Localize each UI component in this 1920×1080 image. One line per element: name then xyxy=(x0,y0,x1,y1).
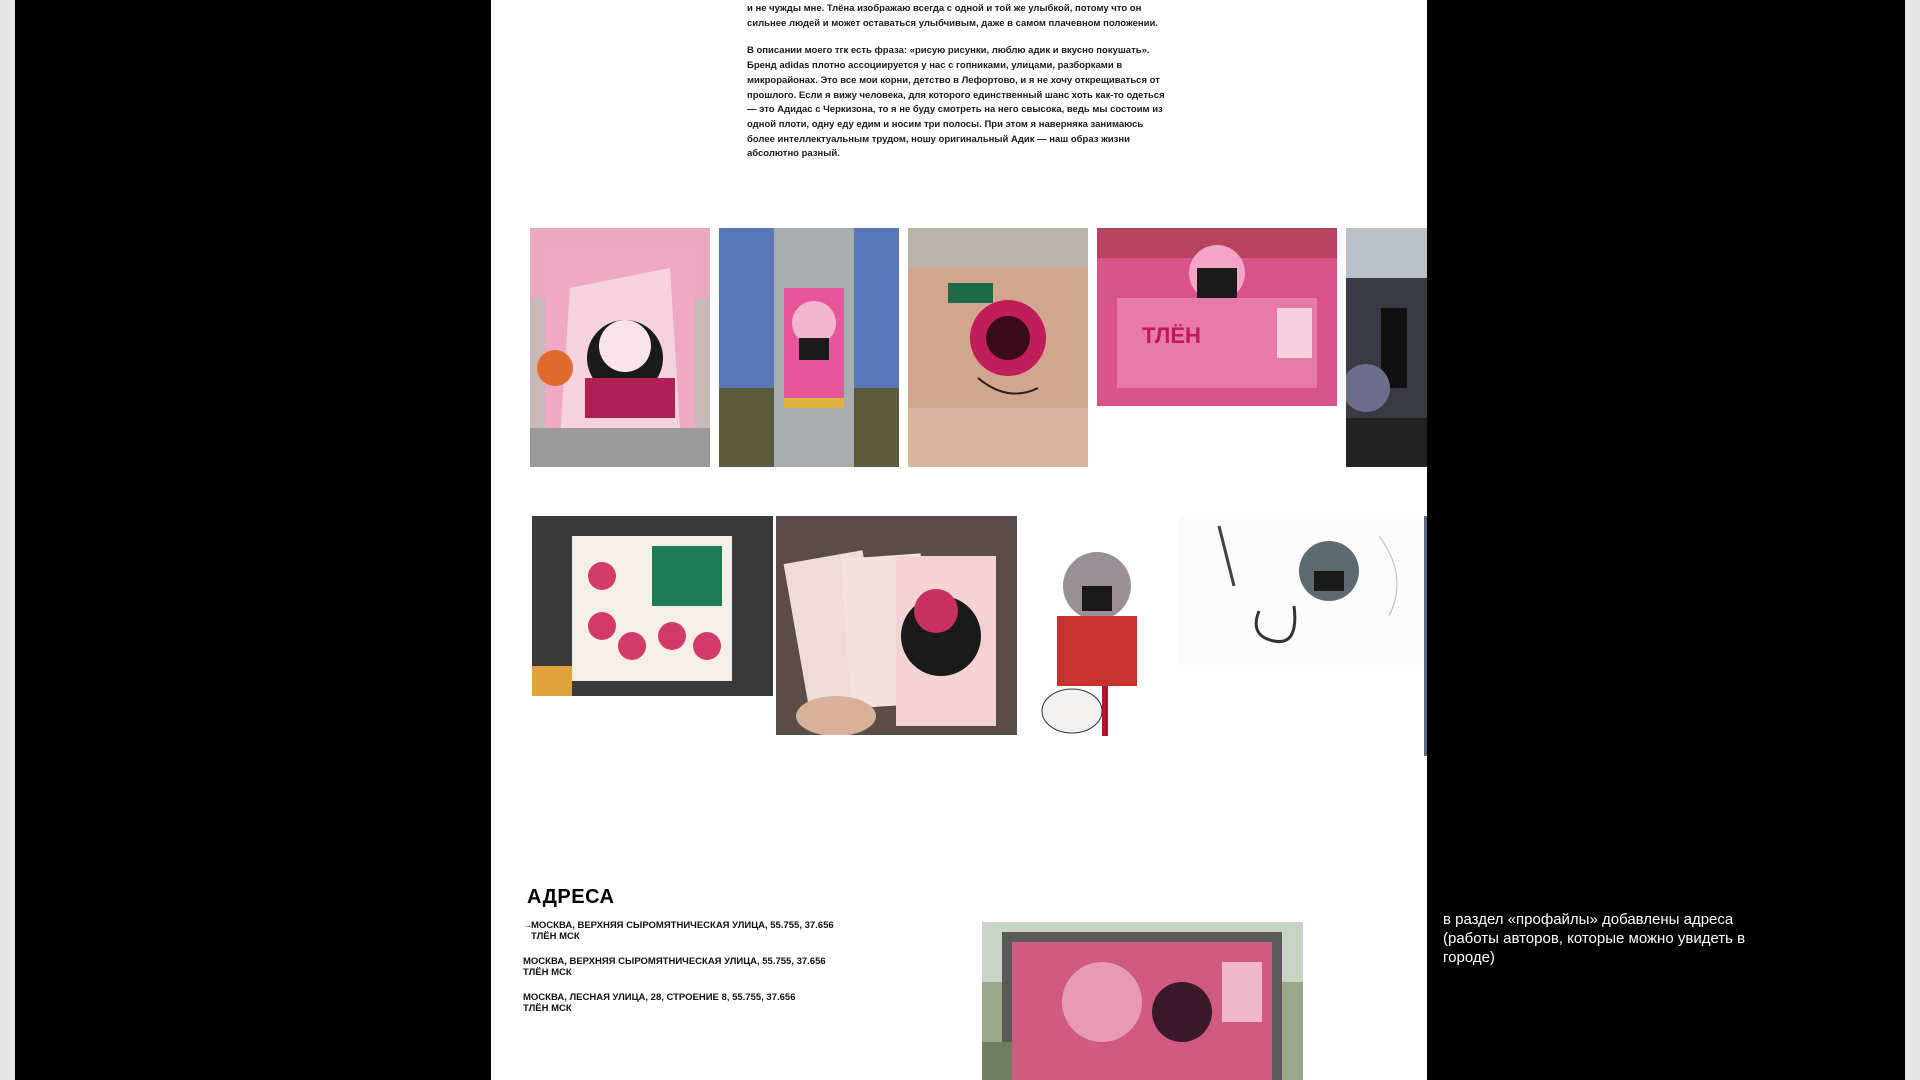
profile-note: в раздел «профайлы» добавлены адреса (работы авторов, которые можно увидеть в городе) xyxy=(1443,911,1746,966)
address-author: ТЛЁН МСК xyxy=(523,1003,572,1014)
image-icon xyxy=(776,516,1017,735)
image-icon xyxy=(532,516,773,696)
address-city: МОСКВА, ВЕРХНЯЯ СЫРОМЯТНИЧЕСКАЯ УЛИЦА, 55.755, 37.656 xyxy=(523,956,826,967)
image-icon xyxy=(1424,516,1427,756)
address-city: МОСКВА, ЛЕСНАЯ УЛИЦА, 28, СТРОЕНИЕ 8, 55.755, 37.656 xyxy=(523,992,796,1003)
image-icon xyxy=(719,228,899,467)
address-item-2[interactable] xyxy=(523,956,943,978)
image-icon xyxy=(1346,228,1427,467)
article-paragraph-2: В описании моего тгк есть фраза: «рисую рисунки, люблю адик и вкусно покушать». Бренд adidas плотно ассоциируется у нас с гопниками, улицами, разборками в микрорайонах. Это все мои корни, детство в Лефортово, и я не хочу открещиваться от прошлого. Если я вижу человека, для которого единственный шанс хоть как-то одеться — это Адидас с Черкизона, то я не буду смотреть на него свысока, ведь мы состоим из одной плоти, одну еду едим и носим три полосы. При этом я наверняка занимаюсь более интеллектуальным трудом, ношу оригинальный Адик — наш образ жизни абсолютно разный. xyxy=(747,45,1165,160)
address-photo[interactable] xyxy=(982,922,1303,1080)
image-icon xyxy=(908,228,1088,467)
article-page xyxy=(491,0,1427,1080)
drawing-photo-2[interactable] xyxy=(1179,516,1424,666)
arrow-right-icon: → xyxy=(523,920,533,931)
addresses-list xyxy=(523,920,943,1028)
drawing-photo-1[interactable] xyxy=(1022,516,1177,756)
addresses-title: АДРЕСА xyxy=(527,886,615,908)
graffiti-photo-3[interactable] xyxy=(908,228,1088,467)
drawing-photo-3[interactable] xyxy=(1424,516,1427,756)
sticker-photo-1[interactable] xyxy=(532,516,773,696)
graffiti-photo-2[interactable] xyxy=(719,228,899,467)
image-icon xyxy=(1179,516,1424,666)
graffiti-photo-4[interactable] xyxy=(1097,228,1337,406)
article-paragraph-1: и не чужды мне. Тлёна изображаю всегда с одной и той же улыбкой, потому что он сильнее людей и может оставаться улыбчивым, даже в самом плачевном положении. xyxy=(747,3,1158,29)
right-gutter xyxy=(1905,0,1920,1080)
graffiti-photo-1[interactable] xyxy=(530,228,710,467)
image-icon xyxy=(982,922,1303,1080)
sticker-photo-2[interactable] xyxy=(776,516,1017,735)
image-icon xyxy=(1022,516,1177,756)
address-author: ТЛЁН МСК xyxy=(523,967,572,978)
left-gutter xyxy=(0,0,15,1080)
graffiti-photo-5[interactable] xyxy=(1346,228,1427,467)
image-icon xyxy=(530,228,710,467)
address-city: МОСКВА, ВЕРХНЯЯ СЫРОМЯТНИЧЕСКАЯ УЛИЦА, 55.755, 37.656 xyxy=(531,920,834,931)
address-item-3[interactable] xyxy=(523,992,943,1014)
image-icon xyxy=(1097,228,1337,406)
address-author: ТЛЁН МСК xyxy=(531,931,580,942)
address-item-1[interactable] xyxy=(523,920,943,942)
svg-text:ТЛЁН: ТЛЁН xyxy=(1142,323,1201,348)
article-body xyxy=(747,2,1167,175)
